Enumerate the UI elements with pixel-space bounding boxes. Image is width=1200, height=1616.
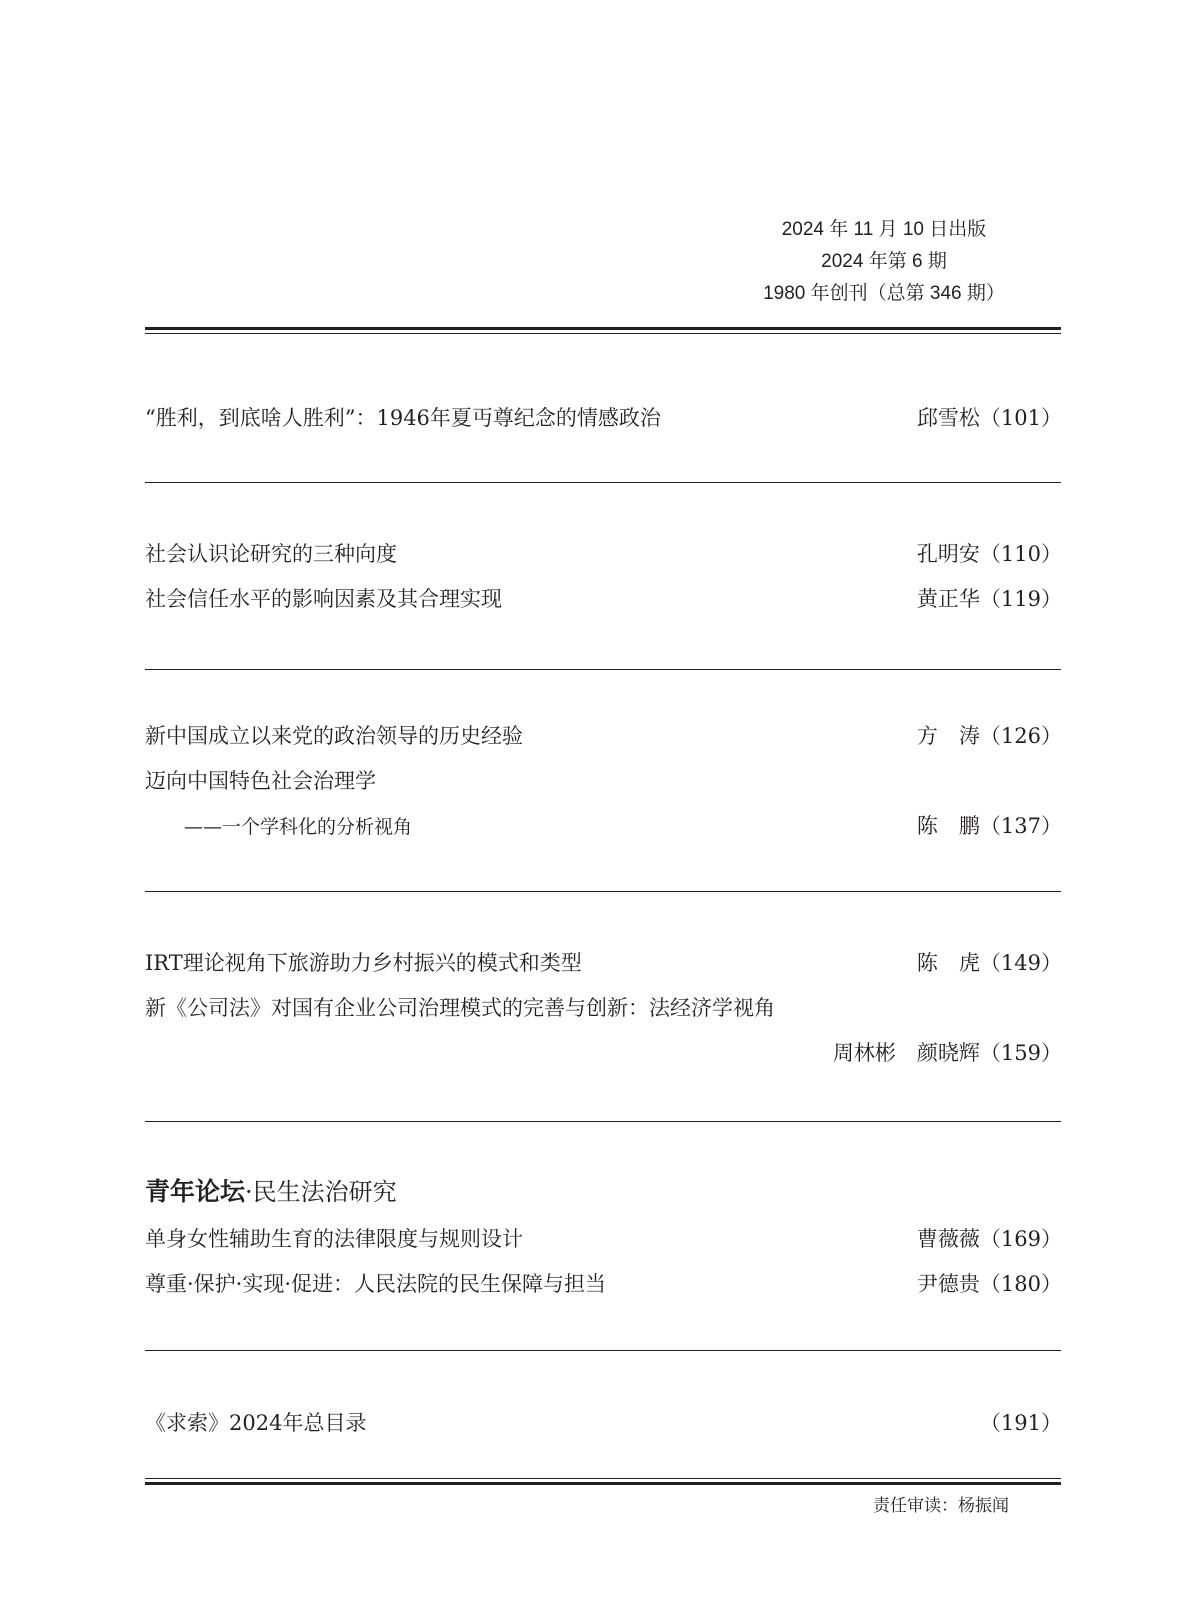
- page-number: （110）: [979, 542, 1062, 566]
- section-divider: [145, 1121, 1061, 1122]
- header-rule-thin: [145, 333, 1061, 334]
- toc-entry-title[interactable]: 新《公司法》对国有企业公司治理模式的完善与创新：法经济学视角: [145, 996, 775, 1020]
- author: 陈 虎: [916, 951, 980, 975]
- page-number: （119）: [979, 587, 1062, 611]
- toc-entry-author-page: [917, 538, 1062, 568]
- toc-entry-title[interactable]: 《求索》2024年总目录: [145, 1411, 367, 1435]
- author: 曹薇薇: [916, 1227, 980, 1251]
- toc-entry-author-page: [917, 583, 1062, 613]
- toc-entry-subtitle: ——一个学科化的分析视角: [184, 816, 413, 838]
- page-number: （137）: [979, 814, 1062, 838]
- section-heading: [145, 1172, 397, 1208]
- author: 周林彬 颜晓辉: [832, 1041, 980, 1065]
- toc-entry-author-page: [917, 947, 1062, 977]
- author: 邱雪松: [916, 406, 980, 430]
- author: 方 涛: [916, 724, 980, 748]
- section-divider: [145, 482, 1061, 483]
- section-divider: [145, 669, 1061, 670]
- toc-entry-page: [980, 1407, 1062, 1437]
- header-rule-thick: [145, 327, 1061, 330]
- toc-entry-author-page: [917, 1268, 1062, 1298]
- toc-entry-title[interactable]: 社会认识论研究的三种向度: [145, 542, 397, 566]
- editor-credit: 责任审读：杨振闻: [873, 1496, 1009, 1516]
- founding-info: 1980 年创刊（总第 346 期）: [763, 283, 1005, 304]
- toc-entry-title[interactable]: “胜利，到底啥人胜利”：1946年夏丏尊纪念的情感政治: [145, 406, 661, 430]
- publish-date: 2024 年 11 月 10 日出版: [781, 219, 987, 240]
- footer-rule-thick: [145, 1482, 1061, 1485]
- section-divider: [145, 891, 1061, 892]
- toc-entry-author-page: [917, 810, 1062, 840]
- toc-entry-title[interactable]: 单身女性辅助生育的法律限度与规则设计: [145, 1227, 523, 1251]
- toc-entry-title[interactable]: 社会信任水平的影响因素及其合理实现: [145, 587, 502, 611]
- toc-entry-author-page: [917, 1223, 1062, 1253]
- page-number: （126）: [979, 724, 1062, 748]
- page-number: （169）: [979, 1227, 1062, 1251]
- toc-entry-title[interactable]: 迈向中国特色社会治理学: [145, 769, 376, 793]
- section-heading-main: 青年论坛: [145, 1177, 246, 1206]
- issue-number: 2024 年第 6 期: [821, 251, 947, 272]
- page-number: （159）: [979, 1041, 1062, 1065]
- toc-entry-title[interactable]: 新中国成立以来党的政治领导的历史经验: [145, 724, 523, 748]
- page-number: （191）: [979, 1411, 1062, 1435]
- page-number: （180）: [979, 1272, 1062, 1296]
- toc-entry-title[interactable]: 尊重·保护·实现·促进：人民法院的民生保障与担当: [145, 1272, 607, 1296]
- toc-entry-author-page: [917, 720, 1062, 750]
- toc-entry-author-page: [917, 402, 1062, 432]
- footer-rule-thin: [145, 1478, 1061, 1479]
- toc-entry-title[interactable]: IRT理论视角下旅游助力乡村振兴的模式和类型: [145, 951, 582, 975]
- author: 孔明安: [916, 542, 980, 566]
- author: 尹德贵: [916, 1272, 980, 1296]
- page-number: （149）: [979, 951, 1062, 975]
- section-heading-sub: ·民生法治研究: [245, 1178, 397, 1206]
- author: 陈 鹏: [916, 814, 980, 838]
- toc-entry-author-page: [833, 1037, 1062, 1067]
- author: 黄正华: [916, 587, 980, 611]
- page-number: （101）: [979, 406, 1062, 430]
- section-divider: [145, 1350, 1061, 1351]
